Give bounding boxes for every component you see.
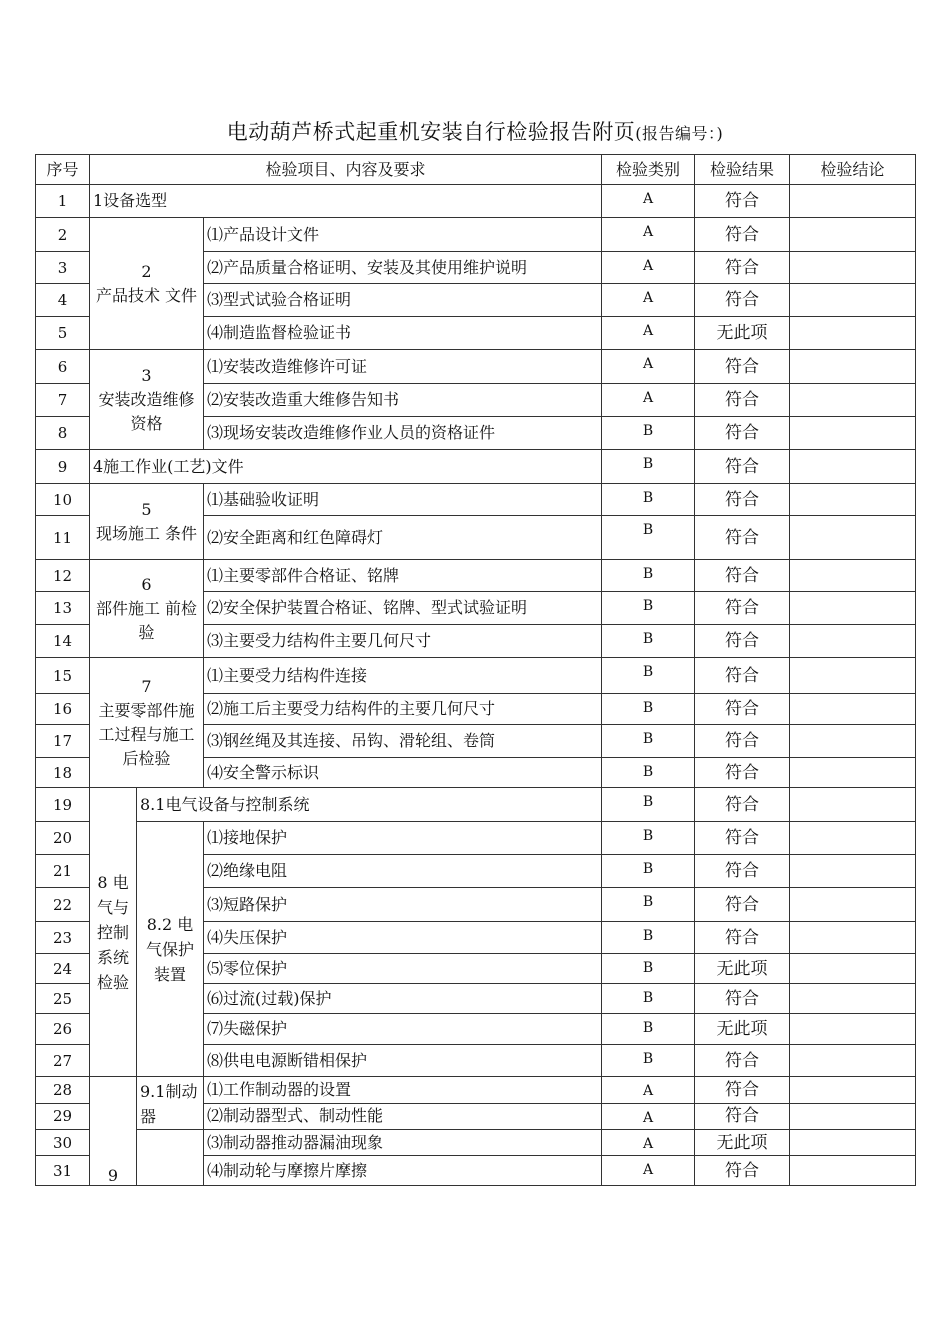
- inspection-result: 符合: [695, 284, 790, 317]
- group-product-docs-label: 产品技术 文件: [95, 285, 198, 305]
- inspection-result: 符合: [695, 516, 790, 560]
- inspection-result: 符合: [695, 592, 790, 625]
- inspection-category: A: [602, 218, 695, 252]
- inspection-item: ⑵安全距离和红色障碍灯: [204, 516, 602, 560]
- inspection-category: B: [602, 417, 695, 450]
- inspection-category: B: [602, 984, 695, 1014]
- inspection-item: ⑵安装改造重大维修告知书: [204, 384, 602, 417]
- inspection-item: ⑷失压保护: [204, 922, 602, 954]
- group-site-conditions: [90, 484, 204, 560]
- inspection-conclusion: [790, 954, 916, 984]
- inspection-category: B: [602, 1045, 695, 1077]
- inspection-result: 符合: [695, 484, 790, 516]
- row-number: 17: [36, 725, 90, 758]
- table-row: [36, 788, 916, 822]
- inspection-item: ⑵安全保护装置合格证、铭牌、型式试验证明: [204, 592, 602, 625]
- table-row: [36, 560, 916, 592]
- group-pre-inspection: [90, 560, 204, 658]
- inspection-conclusion: [790, 984, 916, 1014]
- header-no: 序号: [36, 155, 90, 185]
- inspection-category: B: [602, 1014, 695, 1045]
- table-row: [36, 1130, 916, 1156]
- row-number: 16: [36, 694, 90, 725]
- inspection-result: 符合: [695, 350, 790, 384]
- group-brake-system: [90, 1077, 137, 1186]
- inspection-item: ⑶现场安装改造维修作业人员的资格证件: [204, 417, 602, 450]
- inspection-conclusion: [790, 450, 916, 484]
- inspection-conclusion: [790, 384, 916, 417]
- inspection-item: ⑶制动器推动器漏油现象: [204, 1130, 602, 1156]
- row-number: 13: [36, 592, 90, 625]
- inspection-result: 符合: [695, 560, 790, 592]
- inspection-item: ⑵绝缘电阻: [204, 855, 602, 888]
- inspection-result: 符合: [695, 888, 790, 922]
- inspection-conclusion: [790, 185, 916, 218]
- group-site-conditions-label: 现场施工 条件: [95, 523, 198, 543]
- row-number: 22: [36, 888, 90, 922]
- group-pre-inspection-number: 6: [141, 574, 152, 594]
- table-row: [36, 185, 916, 218]
- header-conclusion: 检验结论: [790, 155, 916, 185]
- group-brake-blank: [137, 1130, 204, 1186]
- inspection-item: ⑵施工后主要受力结构件的主要几何尺寸: [204, 694, 602, 725]
- inspection-category: A: [602, 252, 695, 284]
- inspection-item: ⑴主要受力结构件连接: [204, 658, 602, 694]
- inspection-category: B: [602, 725, 695, 758]
- row-number: 10: [36, 484, 90, 516]
- inspection-category: B: [602, 954, 695, 984]
- group-qualification-number: 3: [141, 365, 152, 385]
- header-row: [36, 155, 916, 185]
- row-number: 31: [36, 1156, 90, 1186]
- group-product-docs-number: 2: [141, 261, 152, 281]
- inspection-conclusion: [790, 1077, 916, 1104]
- row-number: 29: [36, 1103, 90, 1130]
- row-number: 7: [36, 384, 90, 417]
- table-row: [36, 484, 916, 516]
- inspection-conclusion: [790, 922, 916, 954]
- inspection-item: ⑶钢丝绳及其连接、吊钩、滑轮组、卷筒: [204, 725, 602, 758]
- inspection-conclusion: [790, 417, 916, 450]
- header-result: 检验结果: [695, 155, 790, 185]
- inspection-category: B: [602, 560, 695, 592]
- group-construction: [90, 658, 204, 788]
- inspection-item: ⑹过流(过载)保护: [204, 984, 602, 1014]
- inspection-result: 符合: [695, 185, 790, 218]
- inspection-conclusion: [790, 822, 916, 855]
- inspection-conclusion: [790, 725, 916, 758]
- row-number: 20: [36, 822, 90, 855]
- inspection-category: B: [602, 516, 695, 560]
- inspection-result: 符合: [695, 252, 790, 284]
- group-brake-system-number: 9: [107, 1166, 119, 1185]
- inspection-result: 无此项: [695, 317, 790, 350]
- group-construction-label: 主要零部件施工过程与施工后检验: [98, 700, 195, 768]
- table-row: [36, 218, 916, 252]
- page-title: 电动葫芦桥式起重机安装自行检验报告附页(报告编号：): [226, 120, 724, 144]
- group-electrical-label: 8 电气与控制系统检验: [96, 872, 129, 992]
- inspection-result: 符合: [695, 1077, 790, 1104]
- inspection-table: [35, 154, 916, 1186]
- row-number: 5: [36, 317, 90, 350]
- inspection-conclusion: [790, 560, 916, 592]
- group-qualification-label: 安装改造维修资格: [98, 389, 195, 433]
- inspection-result: 无此项: [695, 954, 790, 984]
- table-row: [36, 658, 916, 694]
- inspection-category: B: [602, 484, 695, 516]
- inspection-category: B: [602, 758, 695, 788]
- inspection-category: A: [602, 284, 695, 317]
- row-number: 11: [36, 516, 90, 560]
- group-site-conditions-number: 5: [141, 499, 152, 519]
- inspection-category: A: [602, 384, 695, 417]
- inspection-category: B: [602, 450, 695, 484]
- inspection-category: B: [602, 822, 695, 855]
- inspection-result: 符合: [695, 788, 790, 822]
- inspection-result: 符合: [695, 855, 790, 888]
- row-number: 12: [36, 560, 90, 592]
- inspection-item: ⑵产品质量合格证明、安装及其使用维护说明: [204, 252, 602, 284]
- inspection-result: 符合: [695, 218, 790, 252]
- row-number: 27: [36, 1045, 90, 1077]
- row-number: 23: [36, 922, 90, 954]
- row-number: 28: [36, 1077, 90, 1104]
- group-brake: 9.1制动器: [137, 1077, 204, 1130]
- inspection-result: 符合: [695, 417, 790, 450]
- inspection-category: B: [602, 658, 695, 694]
- inspection-item: 4施工作业(工艺)文件: [90, 450, 602, 484]
- inspection-conclusion: [790, 888, 916, 922]
- inspection-item: ⑴工作制动器的设置: [204, 1077, 602, 1104]
- table-row: [36, 822, 916, 855]
- inspection-category: A: [602, 317, 695, 350]
- inspection-conclusion: [790, 252, 916, 284]
- inspection-conclusion: [790, 1045, 916, 1077]
- inspection-item: ⑺失磁保护: [204, 1014, 602, 1045]
- inspection-item: ⑴接地保护: [204, 822, 602, 855]
- inspection-conclusion: [790, 658, 916, 694]
- inspection-conclusion: [790, 218, 916, 252]
- inspection-category: B: [602, 625, 695, 658]
- row-number: 15: [36, 658, 90, 694]
- inspection-category: B: [602, 694, 695, 725]
- inspection-item: ⑸零位保护: [204, 954, 602, 984]
- inspection-result: 无此项: [695, 1130, 790, 1156]
- inspection-result: 符合: [695, 922, 790, 954]
- inspection-category: B: [602, 788, 695, 822]
- inspection-category: A: [602, 185, 695, 218]
- inspection-item: ⑻供电电源断错相保护: [204, 1045, 602, 1077]
- table-row: [36, 450, 916, 484]
- group-construction-number: 7: [141, 676, 152, 696]
- group-electrical-protection-label: 8.2 电气保护装置: [145, 914, 194, 984]
- row-number: 1: [36, 185, 90, 218]
- inspection-conclusion: [790, 1103, 916, 1130]
- inspection-conclusion: [790, 516, 916, 560]
- inspection-item: ⑶型式试验合格证明: [204, 284, 602, 317]
- inspection-conclusion: [790, 592, 916, 625]
- inspection-result: 符合: [695, 694, 790, 725]
- inspection-result: 符合: [695, 822, 790, 855]
- row-number: 21: [36, 855, 90, 888]
- row-number: 8: [36, 417, 90, 450]
- inspection-result: 符合: [695, 1156, 790, 1186]
- inspection-category: B: [602, 592, 695, 625]
- inspection-result: 符合: [695, 984, 790, 1014]
- inspection-conclusion: [790, 1156, 916, 1186]
- group-electrical: [90, 788, 137, 1077]
- inspection-item: 8.1电气设备与控制系统: [137, 788, 602, 822]
- row-number: 9: [36, 450, 90, 484]
- inspection-category: A: [602, 1077, 695, 1104]
- inspection-result: 符合: [695, 725, 790, 758]
- table-row: [36, 350, 916, 384]
- inspection-conclusion: [790, 1130, 916, 1156]
- inspection-category: B: [602, 855, 695, 888]
- inspection-item: ⑴产品设计文件: [204, 218, 602, 252]
- inspection-conclusion: [790, 625, 916, 658]
- inspection-item: ⑴基础验收证明: [204, 484, 602, 516]
- inspection-item: ⑴主要零部件合格证、铭牌: [204, 560, 602, 592]
- row-number: 25: [36, 984, 90, 1014]
- inspection-conclusion: [790, 855, 916, 888]
- inspection-category: A: [602, 350, 695, 384]
- inspection-result: 符合: [695, 384, 790, 417]
- report-number: (报告编号：): [635, 124, 724, 143]
- inspection-conclusion: [790, 317, 916, 350]
- row-number: 19: [36, 788, 90, 822]
- inspection-result: 符合: [695, 658, 790, 694]
- row-number: 3: [36, 252, 90, 284]
- inspection-result: 符合: [695, 1045, 790, 1077]
- row-number: 30: [36, 1130, 90, 1156]
- inspection-category: B: [602, 922, 695, 954]
- inspection-conclusion: [790, 484, 916, 516]
- inspection-category: A: [602, 1156, 695, 1186]
- row-number: 4: [36, 284, 90, 317]
- inspection-category: B: [602, 888, 695, 922]
- header-item: 检验项目、内容及要求: [90, 155, 602, 185]
- inspection-result: 无此项: [695, 1014, 790, 1045]
- row-number: 24: [36, 954, 90, 984]
- inspection-conclusion: [790, 1014, 916, 1045]
- row-number: 2: [36, 218, 90, 252]
- inspection-item: ⑶主要受力结构件主要几何尺寸: [204, 625, 602, 658]
- group-qualification: [90, 350, 204, 450]
- row-number: 26: [36, 1014, 90, 1045]
- row-number: 18: [36, 758, 90, 788]
- group-electrical-protection: [137, 822, 204, 1077]
- inspection-conclusion: [790, 758, 916, 788]
- row-number: 14: [36, 625, 90, 658]
- inspection-conclusion: [790, 788, 916, 822]
- row-number: 6: [36, 350, 90, 384]
- inspection-item: ⑶短路保护: [204, 888, 602, 922]
- inspection-item: 1设备选型: [90, 185, 602, 218]
- inspection-result: 符合: [695, 758, 790, 788]
- group-product-docs: [90, 218, 204, 350]
- inspection-item: ⑷制动轮与摩擦片摩擦: [204, 1156, 602, 1186]
- inspection-item: ⑷安全警示标识: [204, 758, 602, 788]
- inspection-item: ⑷制造监督检验证书: [204, 317, 602, 350]
- inspection-result: 符合: [695, 450, 790, 484]
- inspection-item: ⑵制动器型式、制动性能: [204, 1103, 602, 1130]
- inspection-item: ⑴安装改造维修许可证: [204, 350, 602, 384]
- table-row: [36, 1077, 916, 1104]
- inspection-conclusion: [790, 350, 916, 384]
- inspection-conclusion: [790, 284, 916, 317]
- inspection-result: 符合: [695, 625, 790, 658]
- inspection-result: 符合: [695, 1103, 790, 1130]
- group-pre-inspection-label: 部件施工 前检验: [95, 598, 198, 642]
- inspection-conclusion: [790, 694, 916, 725]
- inspection-category: A: [602, 1130, 695, 1156]
- inspection-category: A: [602, 1103, 695, 1130]
- header-category: 检验类别: [602, 155, 695, 185]
